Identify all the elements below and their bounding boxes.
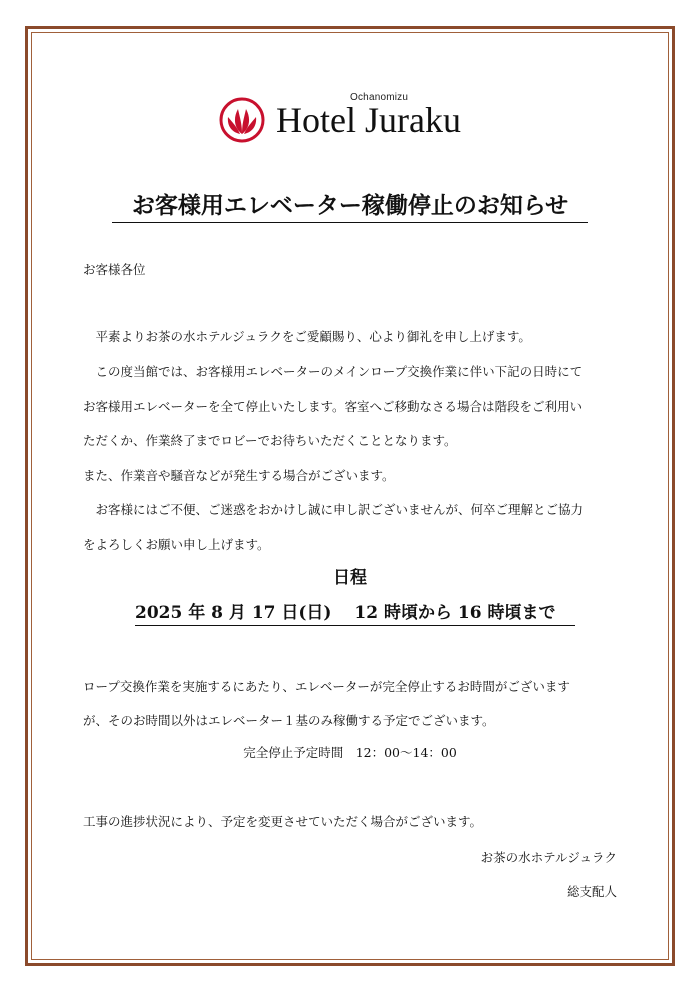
body-line-5: また、作業音や騒音などが発生する場合がございます。 <box>83 468 395 483</box>
logo-subtitle: Ochanomizu <box>350 92 409 103</box>
body-line-1: 平素よりお茶の水ホテルジュラクをご愛顧賜り、心より御礼を申し上げます。 <box>83 329 531 344</box>
body-line-6: お客様にはご不便、ご迷惑をおかけし誠に申し訳ございませんが、何卒ご理解とご協力 <box>83 502 584 517</box>
stop-notice-line-1: ロープ交換作業を実施するにあたり、エレベーターが完全停止するお時間がございます <box>83 679 570 694</box>
body-line-2: この度当館では、お客様用エレベーターのメインロープ交換作業に伴い下記の日時にて <box>83 364 583 379</box>
notice-title: お客様用エレベーター稼働停止のお知らせ <box>112 191 588 223</box>
signature-title: 総支配人 <box>566 884 617 899</box>
body-line-4: ただくか、作業終了までロビーでお待ちいただくこととなります。 <box>83 433 457 448</box>
salutation: お客様各位 <box>83 262 146 277</box>
full-stop-time: 完全停止予定時間 12：00～14：00 <box>243 745 457 760</box>
leaf-emblem-icon <box>218 96 266 144</box>
logo-wordmark: Hotel Juraku <box>276 100 461 140</box>
change-notice: 工事の進捗状況により、予定を変更させていただく場合がございます。 <box>83 814 483 829</box>
schedule-heading: 日程 <box>333 568 367 588</box>
body-line-7: をよろしくお願い申し上げます。 <box>83 537 270 552</box>
schedule-date: 2025 年 8 月 17 日(日) 12 時頃から 16 時頃まで <box>135 602 575 626</box>
hotel-logo <box>218 92 498 148</box>
stop-notice-line-2: が、そのお時間以外はエレベーター１基のみ稼働する予定でございます。 <box>83 713 495 728</box>
body-line-3: お客様用エレベーターを全て停止いたします。客室へご移動なさる場合は階段をご利用い <box>83 399 583 414</box>
signature-hotel: お茶の水ホテルジュラク <box>480 850 617 865</box>
